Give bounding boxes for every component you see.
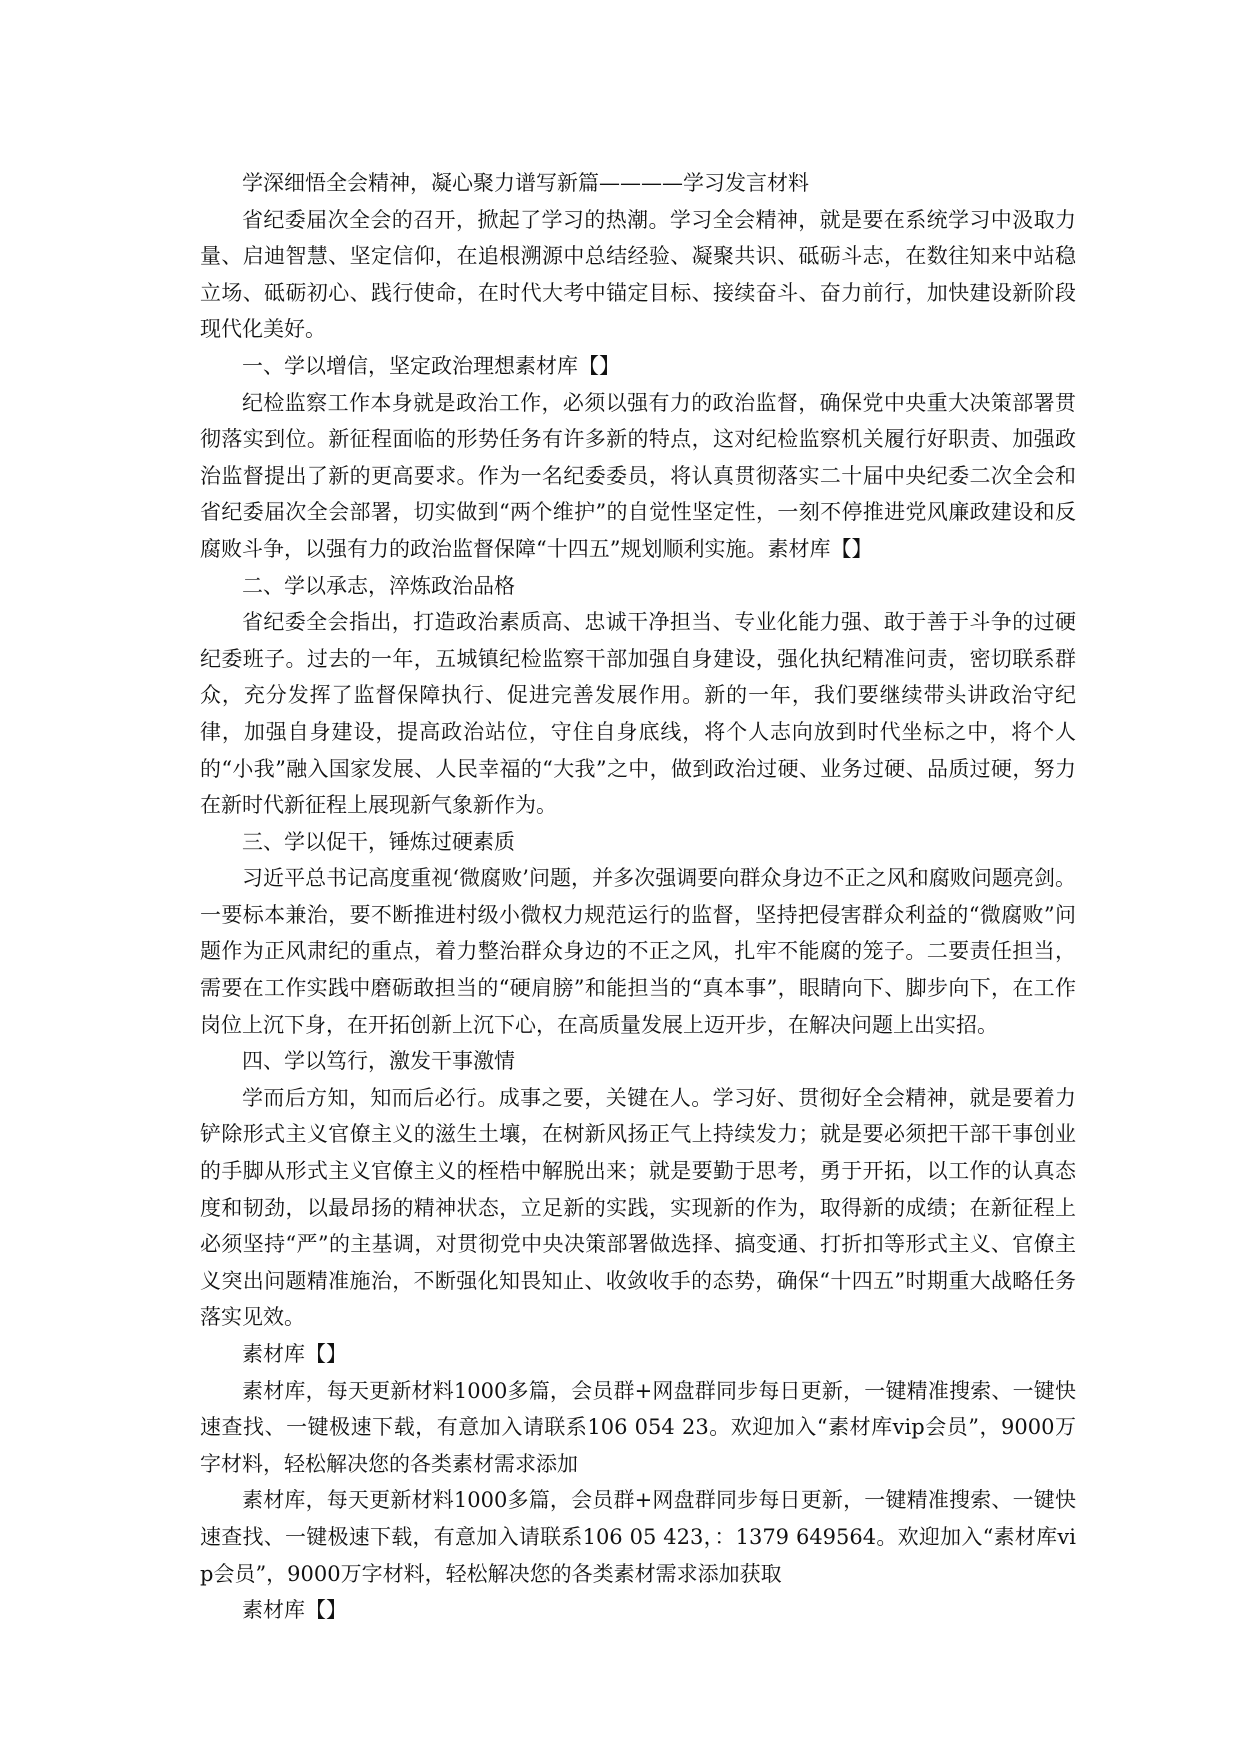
promo-paragraph-2: 素材库，每天更新材料1000多篇，会员群+网盘群同步每日更新，一键精准搜索、一键快速查找、一键极速下载，有意加入请联系106 05 423，：1379 649564。欢迎加入“素材库vip会员”，9000万字材料，轻松解决您的各类素材需求添加获取 — [200, 1488, 1076, 1586]
document-body — [200, 165, 1076, 1629]
section-paragraph-1: 纪检监察工作本身就是政治工作，必须以强有力的政治监督，确保党中央重大决策部署贯彻落实到位。新征程面临的形势任务有许多新的特点，这对纪检监察机关履行好职责、加强政治监督提出了新的更高要求。作为一名纪委委员，将认真贯彻落实二十届中央纪委二次全会和省纪委届次全会部署，切实做到“两个维护”的自觉性坚定性，一刻不停推进党风廉政建设和反腐败斗争，以强有力的政治监督保障“十四五”规划顺利实施。素材库【】 — [200, 390, 1076, 561]
section-heading-1: 一、学以增信，坚定政治理想素材库【】 — [242, 353, 620, 378]
section-paragraph-2: 省纪委全会指出，打造政治素质高、忠诚干净担当、专业化能力强、敢于善于斗争的过硬纪委班子。过去的一年，五城镇纪检监察干部加强自身建设，强化执纪精准问责，密切联系群众，充分发挥了监督保障执行、促进完善发展作用。新的一年，我们要继续带头讲政治守纪律，加强自身建设，提高政治站位，守住自身底线，将个人志向放到时代坐标之中，将个人的“小我”融入国家发展、人民幸福的“大我”之中，做到政治过硬、业务过硬、品质过硬，努力在新时代新征程上展现新气象新作为。 — [200, 610, 1076, 818]
document-title: 学深细悟全会精神，凝心聚力谱写新篇————学习发言材料 — [242, 171, 809, 195]
section-paragraph-3: 习近平总书记高度重视‘微腐败’问题，并多次强调要向群众身边不正之风和腐败问题亮剑。一要标本兼治，要不断推进村级小微权力规范运行的监督，坚持把侵害群众利益的“微腐败”问题作为正风肃纪的重点，着力整治群众身边的不正之风，扎牢不能腐的笼子。二要责任担当，需要在工作实践中磨砺敢担当的“硬肩膀”和能担当的“真本事”，眼睛向下、脚步向下，在工作岗位上沉下身，在开拓创新上沉下心，在高质量发展上迈开步，在解决问题上出实招。 — [200, 866, 1076, 1037]
intro-paragraph: 省纪委届次全会的召开，掀起了学习的热潮。学习全会精神，就是要在系统学习中汲取力量、启迪智慧、坚定信仰，在追根溯源中总结经验、凝聚共识、砥砺斗志，在数往知来中站稳立场、砥砺初心、践行使命，在时代大考中锚定目标、接续奋斗、奋力前行，加快建设新阶段现代化美好。 — [200, 207, 1076, 342]
material-library-label: 素材库【】 — [242, 1342, 347, 1366]
section-heading-4: 四、学以笃行，激发干事激情 — [242, 1049, 515, 1074]
section-heading-2: 二、学以承志，淬炼政治品格 — [242, 573, 515, 598]
promo-paragraph-1: 素材库，每天更新材料1000多篇，会员群+网盘群同步每日更新，一键精准搜索、一键快速查找、一键极速下载，有意加入请联系106 054 23。欢迎加入“素材库vip会员”，9000万字材料，轻松解决您的各类素材需求添加 — [200, 1378, 1076, 1476]
section-heading-3: 三、学以促干，锤炼过硬素质 — [242, 829, 515, 854]
section-paragraph-4: 学而后方知，知而后必行。成事之要，关键在人。学习好、贯彻好全会精神，就是要着力铲除形式主义官僚主义的滋生土壤，在树新风扬正气上持续发力；就是要必须把干部干事创业的手脚从形式主义官僚主义的桎梏中解脱出来；就是要勤于思考，勇于开拓，以工作的认真态度和韧劲，以最昂扬的精神状态，立足新的实践，实现新的作为，取得新的成绩；在新征程上必须坚持“严”的主基调，对贯彻党中央决策部署做选择、搞变通、打折扣等形式主义、官僚主义突出问题精准施治，不断强化知畏知止、收敛收手的态势，确保“十四五”时期重大战略任务落实见效。 — [200, 1085, 1076, 1330]
material-library-footer: 素材库【】 — [242, 1598, 347, 1623]
